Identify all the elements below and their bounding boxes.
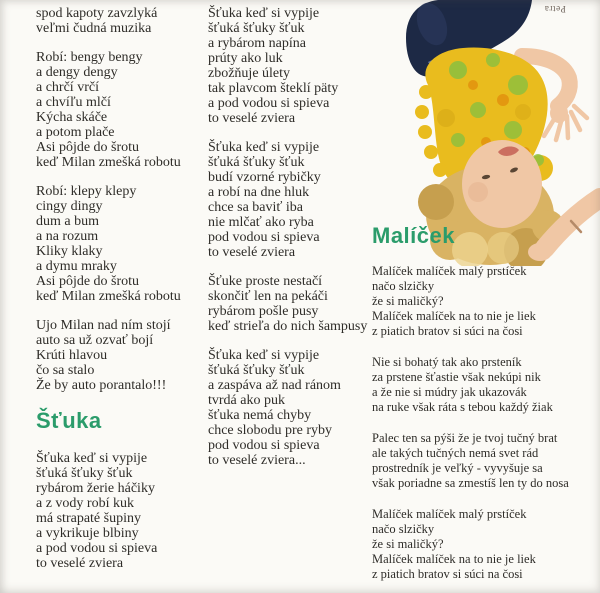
lyrics-line: načo slzičky (372, 522, 435, 536)
lyrics-line: načo slzičky (372, 279, 435, 293)
song-title-malicek: Malíček (372, 223, 455, 248)
lyrics-column-middle (208, 6, 380, 482)
lyrics-line: nie mlčať ako ryba (208, 215, 314, 230)
lyrics-line: Šťuka keď si vypije (36, 451, 148, 466)
lyrics-line: a že nie si múdry jak ukazovák (372, 385, 527, 399)
lyrics-line: to veselé zviera (208, 245, 296, 260)
lyrics-line: keď strieľa do nich šampusy (208, 319, 368, 334)
lyrics-line: chce sa baviť iba (208, 200, 303, 215)
lyrics-stanza (36, 50, 206, 170)
lyrics-line: ale takých tučných nemá svet rád (372, 446, 539, 460)
lyrics-line: chce slobodu pre ryby (208, 423, 333, 438)
lyrics-line: Že by auto porantalo!!! (36, 378, 167, 393)
lyrics-stanza (36, 451, 206, 571)
lyrics-stanza (372, 264, 584, 339)
lyrics-line: a pod vodou si spieva (36, 541, 158, 556)
lyrics-line: pod vodou si spieva (208, 438, 320, 453)
lyrics-line: prostredník je veľký - vyvyšuje sa (372, 461, 543, 475)
face (462, 140, 542, 228)
lyrics-line: rybárom žerie háčiky (36, 481, 155, 496)
lyrics-column-left (36, 6, 206, 585)
lyrics-line: Asi pôjde do šrotu (36, 140, 140, 155)
lyrics-stanza (36, 318, 206, 393)
lyrics-line: z piatich bratov si súci na čosi (372, 324, 523, 338)
lyrics-line: však poriadne sa zmestíš len ty do nosa (372, 476, 569, 490)
lyrics-line: Nie si bohatý tak ako prsteník (372, 355, 522, 369)
lyrics-line: Kliky klaky (36, 244, 103, 259)
lyrics-line: a robí na dne hluk (208, 185, 310, 200)
lyrics-line: rybárom pošle pusy (208, 304, 319, 319)
lyrics-line: spod kapoty zavzlyká (36, 6, 158, 21)
lyrics-line: budí vzorné rybičky (208, 170, 321, 185)
lyrics-line: keď Milan zmešká robotu (36, 155, 181, 170)
lyrics-line: šťuká šťuky šťuk (208, 155, 305, 170)
lyrics-line: že si maličký? (372, 294, 444, 308)
lyrics-stanza (208, 348, 380, 468)
lyrics-line: šťuka nemá chyby (208, 408, 312, 423)
lyrics-line: Krúti hlavou (36, 348, 108, 363)
lyrics-line: dum a bum (36, 214, 99, 229)
lyrics-stanza (36, 184, 206, 304)
lyrics-line: a chvíľu mlčí (36, 95, 111, 110)
lyrics-line: tak plavcom šteklí päty (208, 81, 339, 96)
lyrics-stanza (36, 6, 206, 36)
lyrics-line: Asi pôjde do šrotu (36, 274, 140, 289)
lyrics-line: prúty ako luk (208, 51, 283, 66)
lyrics-line: Malíček malíček malý prstíček (372, 507, 527, 521)
lyrics-line: Šťuka keď si vypije (208, 6, 320, 21)
lyrics-line: a vykrikuje blbiny (36, 526, 139, 541)
lyrics-line: to veselé zviera (36, 556, 124, 571)
lyrics-line: to veselé zviera... (208, 453, 306, 468)
lyrics-stanza (208, 274, 380, 334)
lyrics-line: pod vodou si spieva (208, 230, 320, 245)
lyrics-line: čo sa stalo (36, 363, 95, 378)
lyrics-line: šťuká šťuky šťuk (208, 363, 305, 378)
lyrics-line: a dymu mraky (36, 259, 117, 274)
lyrics-line: a potom plače (36, 125, 115, 140)
lyrics-line: a na rozum (36, 229, 99, 244)
lyrics-line: Šťuka keď si vypije (208, 140, 320, 155)
lyrics-stanza (372, 507, 584, 582)
lyrics-line: tvrdá ako puk (208, 393, 285, 408)
lyrics-line: zbožňuje úlety (208, 66, 291, 81)
lyrics-line: skončiť len na pekáči (208, 289, 328, 304)
lyrics-line: má strapaté šupiny (36, 511, 141, 526)
lyrics-line: keď Milan zmešká robotu (36, 289, 181, 304)
lyrics-line: šťuká šťuky šťuk (208, 21, 305, 36)
lyrics-line: na ruke však ráta s tebou každý žiak (372, 400, 553, 414)
lyrics-line: Robí: klepy klepy (36, 184, 137, 199)
lyrics-stanza (372, 431, 584, 491)
lyrics-line: veľmi čudná muzika (36, 21, 152, 36)
lyrics-line: šťuká šťuky šťuk (36, 466, 133, 481)
song-title-stuka: Šťuka (36, 408, 102, 433)
lyrics-line: to veselé zviera (208, 111, 296, 126)
lyrics-column-right (372, 224, 584, 593)
lyrics-line: Kýcha skáče (36, 110, 108, 125)
lyrics-line: že si maličký? (372, 537, 444, 551)
lyrics-line: Malíček malíček na to nie je liek (372, 552, 536, 566)
lyrics-line: Malíček malíček na to nie je liek (372, 309, 536, 323)
lyrics-line: Robí: bengy bengy (36, 50, 143, 65)
lyrics-line: a dengy dengy (36, 65, 118, 80)
lyrics-line: auto sa už ozvať bojí (36, 333, 154, 348)
photo-credit: Petra (544, 4, 566, 14)
lyrics-line: a rybárom napína (208, 36, 306, 51)
lyrics-line: Šťuka keď si vypije (208, 348, 320, 363)
lyrics-line: Šťuke proste nestačí (208, 274, 323, 289)
lyrics-line: a pod vodou si spieva (208, 96, 330, 111)
lyrics-line: Malíček malíček malý prstíček (372, 264, 527, 278)
lyrics-stanza (208, 140, 380, 260)
lyrics-line: za prstene šťastie však nekúpi nik (372, 370, 541, 384)
lyrics-stanza (208, 6, 380, 126)
lyrics-line: Palec ten sa pýši že je tvoj tučný brat (372, 431, 558, 445)
lyrics-line: z piatich bratov si súci na čosi (372, 567, 523, 581)
lyrics-line: a z vody robí kuk (36, 496, 134, 511)
lyrics-line: a zaspáva až nad ránom (208, 378, 341, 393)
lyrics-stanza (372, 355, 584, 415)
lyrics-line: Ujo Milan nad ním stojí (36, 318, 171, 333)
lyrics-line: a chrčí vrčí (36, 80, 99, 95)
lyrics-line: cingy dingy (36, 199, 103, 214)
